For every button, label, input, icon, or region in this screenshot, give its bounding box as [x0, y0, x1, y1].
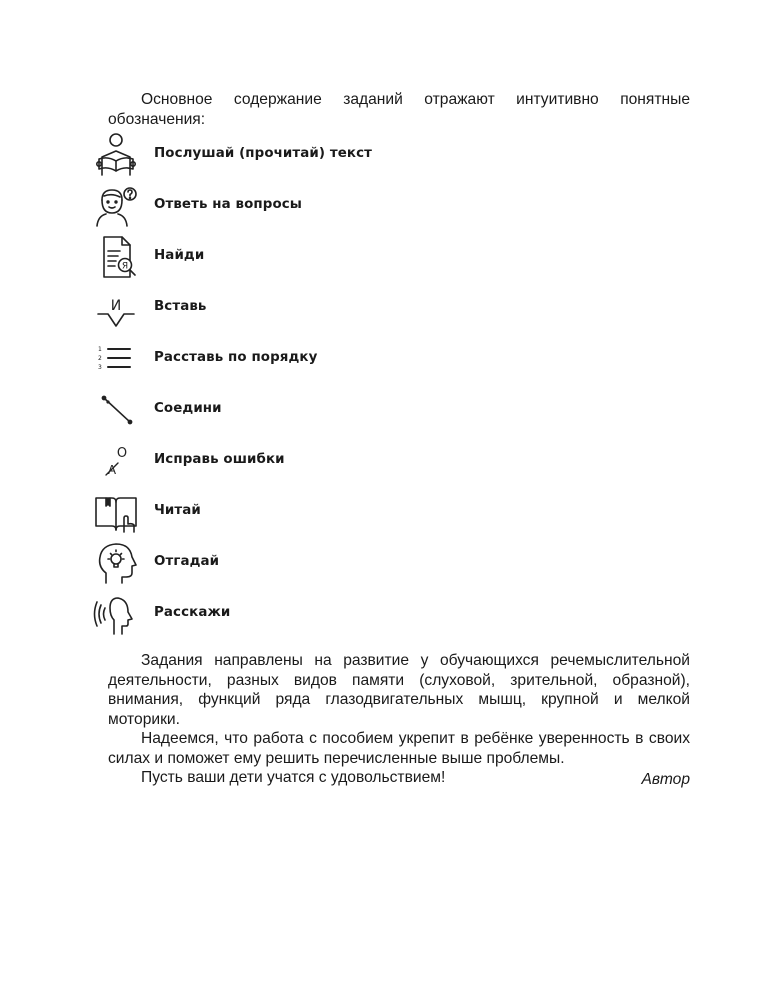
legend-item-guess [88, 539, 488, 587]
legend-item-listen [88, 131, 488, 179]
tell-icon [92, 590, 140, 638]
insert-glyph: И [110, 298, 122, 314]
correct-glyph-bottom: А [107, 463, 117, 477]
find-icon [92, 233, 140, 281]
connect-icon [92, 386, 140, 434]
legend-item-tell [88, 590, 488, 638]
closing-paragraph: Пусть ваши дети учатся с удовольствием! [141, 769, 446, 786]
closing-paragraph: Задания направлены на развитие у обучающихся речемыслительной деятельности, разных видов памяти (слуховой, зрительной, образной), внимания, функций ряда глазодвигательных мышц, крупной и мелкой моторики. [108, 652, 690, 728]
legend-item-correct [88, 437, 488, 485]
legend-label: Читай [154, 503, 201, 518]
find-glyph: Я [121, 261, 129, 272]
legend-label: Найди [154, 248, 205, 263]
legend-label: Отгадай [154, 554, 220, 569]
correct-glyph-top: О [116, 446, 128, 461]
legend-item-order [88, 335, 488, 383]
legend-item-answer [88, 182, 488, 230]
listen-read-icon [92, 131, 140, 179]
intro-paragraph: Основное содержание заданий отражают интуитивно понятные обозначения: [108, 91, 690, 128]
closing-text [108, 651, 690, 788]
legend-item-insert [88, 284, 488, 332]
legend-item-read [88, 488, 488, 536]
legend-label: Послушай (прочитай) текст [154, 146, 373, 161]
order-icon [92, 335, 140, 383]
order-glyph-2: 2 [98, 355, 102, 362]
legend-label: Соедини [154, 401, 222, 416]
guess-icon [92, 539, 140, 587]
closing-paragraph: Надеемся, что работа с пособием укрепит в ребёнке уверенность в своих силах и поможет ему решить перечисленные выше проблемы. [108, 730, 690, 767]
correct-errors-icon [92, 437, 140, 485]
legend-label: Вставь [154, 299, 207, 314]
legend-item-find [88, 233, 488, 281]
legend-label: Расставь по порядку [154, 350, 318, 365]
read-icon [92, 488, 140, 536]
legend-item-connect [88, 386, 488, 434]
insert-icon [92, 284, 140, 332]
author-signature: Автор [641, 771, 690, 788]
order-glyph-1: 1 [98, 346, 102, 353]
order-glyph-3: 3 [98, 364, 102, 371]
legend-label: Расскажи [154, 605, 231, 620]
legend-label: Исправь ошибки [154, 452, 285, 467]
answer-questions-icon [92, 182, 140, 230]
legend-label: Ответь на вопросы [154, 197, 302, 212]
